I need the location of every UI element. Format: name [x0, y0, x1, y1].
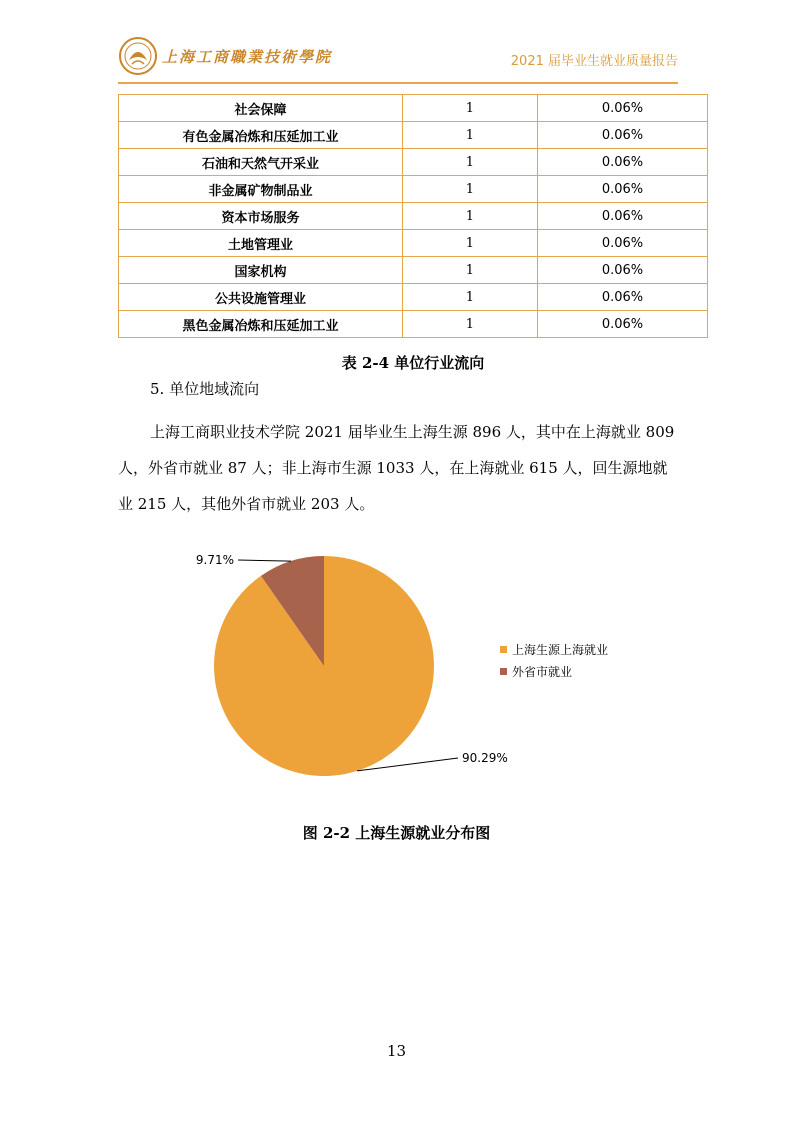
- cell-count: 1: [402, 176, 537, 203]
- table-row: [119, 95, 708, 122]
- cell-count: 1: [402, 311, 537, 338]
- cell-percent: 0.06%: [537, 257, 707, 284]
- cell-count: 1: [402, 122, 537, 149]
- page-header: [118, 36, 678, 80]
- cell-percent: 0.06%: [537, 122, 707, 149]
- table-row: [119, 203, 708, 230]
- cell-industry: 非金属矿物制品业: [119, 176, 403, 203]
- cell-percent: 0.06%: [537, 203, 707, 230]
- cell-count: 1: [402, 203, 537, 230]
- legend-swatch-1: [500, 646, 507, 653]
- leader-line-2: [238, 560, 291, 561]
- cell-industry: 国家机构: [119, 257, 403, 284]
- table-row: [119, 149, 708, 176]
- school-logo-icon: [118, 36, 158, 76]
- cell-percent: 0.06%: [537, 95, 707, 122]
- cell-industry: 土地管理业: [119, 230, 403, 257]
- cell-percent: 0.06%: [537, 230, 707, 257]
- cell-count: 1: [402, 257, 537, 284]
- section-heading: 5. 单位地域流向: [150, 380, 260, 398]
- cell-industry: 石油和天然气开采业: [119, 149, 403, 176]
- body-paragraph: 上海工商职业技术学院 2021 届毕业生上海生源 896 人，其中在上海就业 809 人，外省市就业 87 人；非上海市生源 1033 人，在上海就业 615 人，回生源地就业 215 人，其他外省市就业 203 人。: [118, 423, 675, 513]
- table-row: [119, 176, 708, 203]
- cell-count: 1: [402, 230, 537, 257]
- table-row: [119, 284, 708, 311]
- table-row: [119, 311, 708, 338]
- cell-industry: 有色金属冶炼和压延加工业: [119, 122, 403, 149]
- legend-entry-2: 外省市就业: [512, 665, 573, 679]
- pie-chart: [160, 540, 640, 800]
- cell-count: 1: [402, 149, 537, 176]
- cell-percent: 0.06%: [537, 311, 707, 338]
- table-row: [119, 122, 708, 149]
- school-name: 上海工商職業技術學院: [162, 47, 333, 66]
- cell-industry: 黑色金属冶炼和压延加工业: [119, 311, 403, 338]
- table-row: [119, 230, 708, 257]
- legend-swatch-2: [500, 668, 507, 675]
- data-label-2: 9.71%: [195, 553, 234, 567]
- legend-entry-1: 上海生源上海就业: [512, 643, 609, 657]
- cell-count: 1: [402, 284, 537, 311]
- industry-table: [118, 94, 708, 338]
- cell-count: 1: [402, 95, 537, 122]
- table-row: [119, 257, 708, 284]
- data-label-1: 90.29%: [462, 751, 508, 765]
- figure-caption: 图 2-2 上海生源就业分布图: [302, 824, 491, 842]
- school-brand: [118, 36, 332, 76]
- cell-industry: 社会保障: [119, 95, 403, 122]
- cell-industry: 资本市场服务: [119, 203, 403, 230]
- cell-percent: 0.06%: [537, 176, 707, 203]
- report-title: 2021 届毕业生就业质量报告: [510, 54, 678, 69]
- cell-percent: 0.06%: [537, 149, 707, 176]
- cell-industry: 公共设施管理业: [119, 284, 403, 311]
- cell-percent: 0.06%: [537, 284, 707, 311]
- header-divider: [118, 82, 678, 84]
- page-number: 13: [386, 1042, 407, 1060]
- table-caption: 表 2-4 单位行业流向: [341, 354, 485, 372]
